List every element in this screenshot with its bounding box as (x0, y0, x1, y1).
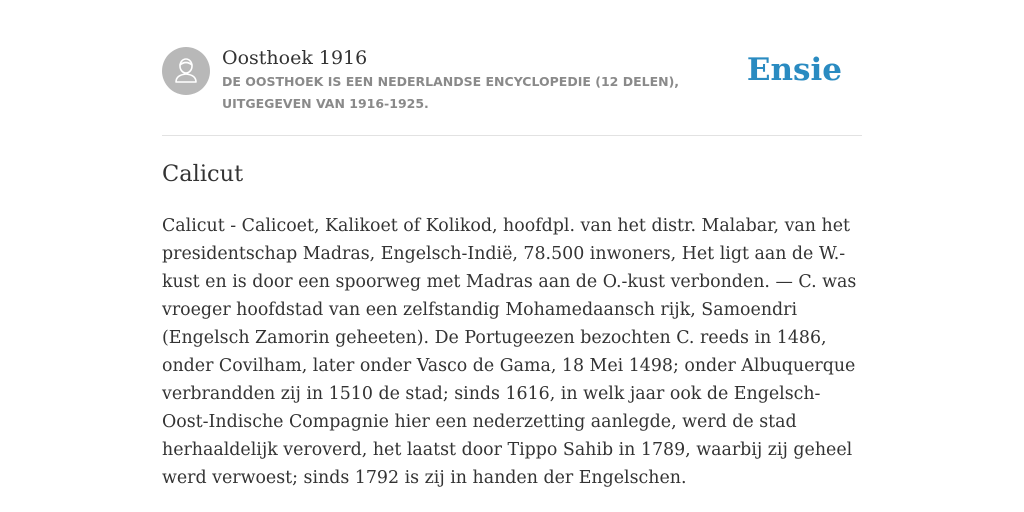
source-description: DE OOSTHOEK IS EEN NEDERLANDSE ENCYCLOPEDIE (12 DELEN), UITGEGEVEN VAN 1916-1925. (222, 74, 680, 111)
avatar[interactable] (162, 47, 210, 95)
ensie-logo[interactable]: Ensie (746, 52, 842, 88)
user-icon (162, 47, 210, 95)
page (162, 0, 862, 488)
source-name[interactable]: Oosthoek 1916 (222, 47, 368, 69)
source-header (162, 0, 862, 136)
article-title: Calicut (162, 161, 244, 187)
article-body: Calicut - Calicoet, Kalikoet of Kolikod, hoofdpl. van het distr. Malabar, van het presidentschap Madras, Engelsch-Indië, 78.500 inwoners, Het ligt aan de W.-kust en is door een spoorweg met Madras aan de O.-kust verbonden. — C. was vroeger hoofdstad van een zelfstandig Mohamedaansch rijk, Samoendri (Engelsch Zamorin geheeten). De Portugeezen bezochten C. reeds in 1486, onder Covilham, later onder Vasco de Gama, 18 Mei 1498; onder Albuquerque verbrandden zij in 1510 de stad; sinds 1616, in welk jaar ook de Engelsch-Oost-Indische Compagnie hier een nederzetting aanlegde, werd de stad herhaaldelijk veroverd, het laatst door Tippo Sahib in 1789, waarbij zij geheel werd verwoest; sinds 1792 is zij in handen der Engelschen. (162, 216, 857, 488)
